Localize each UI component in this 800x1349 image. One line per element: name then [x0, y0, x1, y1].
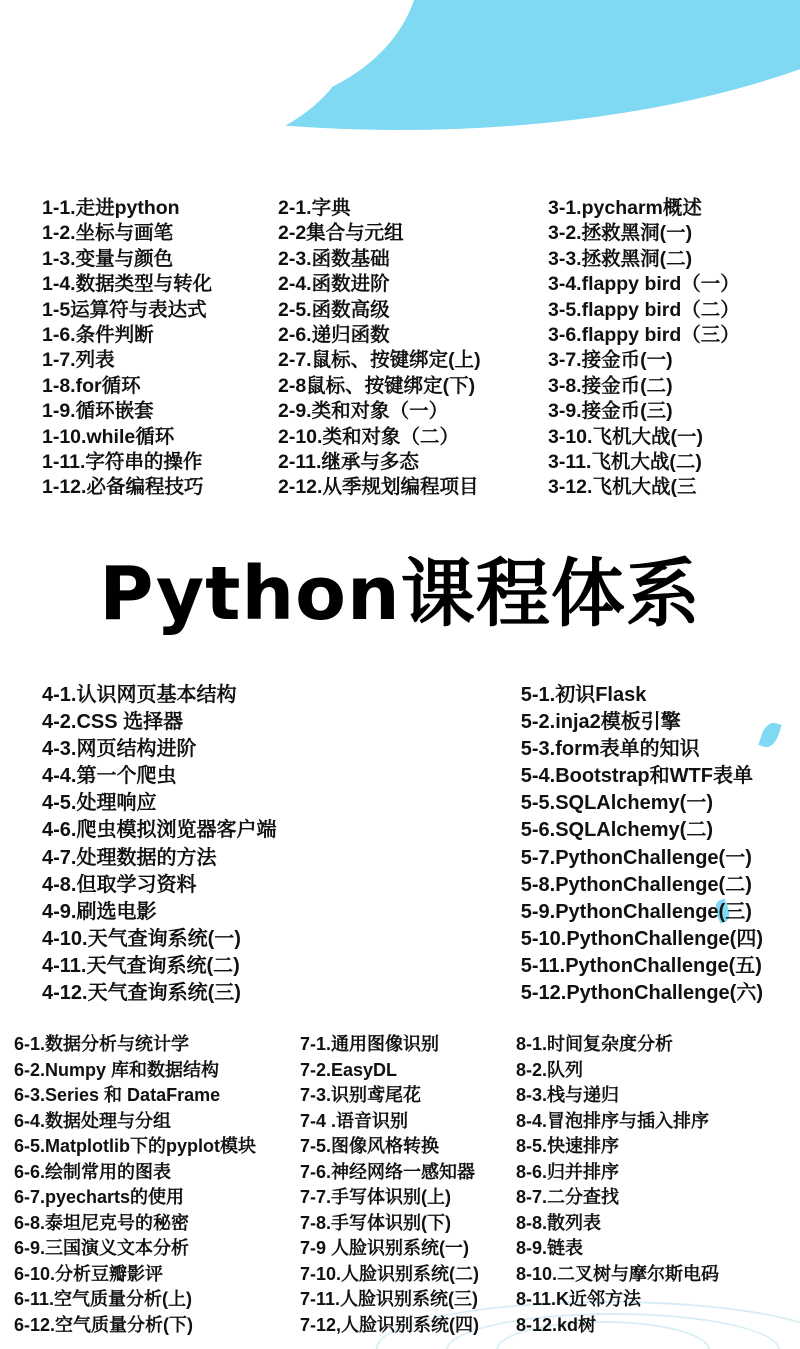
course-item: 1-6.条件判断: [42, 324, 154, 347]
course-item: 5-1.初识Flask: [520, 684, 647, 706]
course-item: 6-11.空气质量分析(上): [14, 1289, 193, 1309]
course-item: 3-3.拯救黑洞(二): [548, 247, 693, 270]
course-item: 3-10.飞机大战(一): [548, 425, 703, 448]
course-item: 2-12.从季规划编程项目: [278, 476, 479, 499]
course-item: 8-7.二分查找: [516, 1187, 620, 1207]
course-item: 5-4.Bootstrap和WTF表单: [520, 765, 753, 788]
course-item: 1-2.坐标与画笔: [42, 222, 174, 245]
course-item: 8-10.二叉树与摩尔斯电码: [516, 1263, 720, 1284]
course-item: 6-10.分析豆瓣影评: [14, 1263, 164, 1284]
course-item: 1-4.数据类型与转化: [42, 273, 213, 296]
course-column-4: [0, 682, 521, 1007]
course-item: 5-6.SQLAlchemy(二): [520, 819, 713, 842]
course-item: 6-12.空气质量分析(下): [14, 1314, 194, 1335]
course-item: 5-3.form表单的知识: [520, 738, 700, 761]
top-section: [0, 196, 800, 501]
course-item: 2-10.类和对象（二）: [278, 425, 459, 448]
course-item: 3-5.flappy bird（二）: [548, 298, 740, 321]
course-item: 6-8.泰坦尼克号的秘密: [14, 1212, 190, 1233]
course-item: 7-10.人脸识别系统(二): [300, 1263, 480, 1284]
course-item: 2-11.继承与多态: [278, 451, 419, 474]
course-item: 1-8.for循环: [42, 374, 141, 397]
course-item: 2-6.递归函数: [278, 324, 390, 347]
course-item: 2-4.函数进阶: [278, 273, 390, 296]
course-item: 3-11.飞机大战(二): [548, 451, 702, 474]
course-item: 7-7.手写体识别(上): [300, 1187, 452, 1207]
course-item: 1-9.循环嵌套: [42, 400, 154, 423]
course-item: 4-2.CSS 选择器: [42, 711, 184, 734]
course-item: 5-7.PythonChallenge(一): [520, 846, 752, 869]
course-item: 5-8.PythonChallenge(二): [520, 873, 752, 896]
course-item: 3-2.拯救黑洞(一): [548, 222, 693, 245]
course-item: 2-7.鼠标、按键绑定(上): [278, 349, 481, 372]
course-item: 7-5.图像风格转换: [300, 1136, 440, 1156]
course-item: 4-11.天气查询系统(二): [42, 954, 240, 977]
course-column-8: [516, 1032, 766, 1338]
course-item: 8-8.散列表: [516, 1212, 602, 1233]
course-item: 6-6.绘制常用的图表: [14, 1161, 172, 1182]
course-item: 4-5.处理响应: [42, 792, 157, 815]
course-item: 8-4.冒泡排序与插入排序: [516, 1110, 710, 1131]
course-item: 7-9 人脸识别系统(一): [300, 1238, 470, 1258]
middle-section: [0, 682, 800, 1007]
course-column-6: [0, 1032, 300, 1338]
course-item: 3-6.flappy bird（三）: [548, 324, 740, 347]
course-column-7: [300, 1032, 516, 1338]
course-item: 1-5运算符与表达式: [42, 298, 207, 321]
course-column-2: [278, 196, 548, 501]
course-item: 7-8.手写体识别(下): [300, 1212, 452, 1233]
course-item: 8-12.kd树: [516, 1314, 597, 1335]
course-item: 1-11.字符串的操作: [42, 451, 203, 474]
course-item: 5-11.PythonChallenge(五): [520, 954, 762, 977]
course-item: 4-12.天气查询系统(三): [42, 982, 241, 1005]
course-item: 5-5.SQLAlchemy(一): [520, 792, 713, 815]
course-item: 6-1.数据分析与统计学: [14, 1034, 190, 1054]
course-item: 7-6.神经网络一感知器: [300, 1161, 476, 1182]
course-column-5: [521, 682, 800, 1007]
course-column-1: [0, 196, 278, 501]
course-item: 2-2集合与元组: [278, 222, 404, 245]
course-item: 6-9.三国演义文本分析: [14, 1238, 190, 1258]
course-item: 8-6.归并排序: [516, 1161, 620, 1182]
course-item: 2-1.字典: [278, 197, 351, 219]
course-item: 6-3.Series 和 DataFrame: [14, 1085, 221, 1105]
course-item: 7-2.EasyDL: [300, 1059, 398, 1080]
course-item: 4-8.但取学习资料: [42, 873, 197, 896]
course-item: 4-3.网页结构进阶: [42, 738, 197, 761]
course-item: 4-7.处理数据的方法: [42, 846, 217, 869]
course-item: 2-5.函数高级: [278, 298, 390, 321]
course-item: 5-12.PythonChallenge(六): [520, 982, 763, 1005]
page-title: Python课程体系: [99, 551, 701, 637]
course-item: 3-4.flappy bird（一）: [548, 273, 740, 296]
course-item: 6-2.Numpy 库和数据结构: [14, 1059, 220, 1080]
course-item: 5-10.PythonChallenge(四): [520, 927, 763, 950]
course-item: 7-3.识别鸢尾花: [300, 1085, 422, 1105]
course-item: 3-9.接金币(三): [548, 400, 673, 423]
course-item: 1-1.走进python: [42, 197, 180, 219]
course-item: 8-2.队列: [516, 1059, 584, 1080]
course-item: 6-4.数据处理与分组: [14, 1110, 172, 1131]
course-item: 8-11.K近邻方法: [516, 1289, 642, 1309]
course-item: 8-1.时间复杂度分析: [516, 1034, 674, 1054]
course-item: 4-6.爬虫模拟浏览器客户端: [42, 819, 277, 842]
course-item: 1-3.变量与颜色: [42, 247, 174, 270]
bottom-section: [0, 1032, 800, 1338]
course-item: 2-9.类和对象（一）: [278, 400, 449, 423]
course-item: 3-8.接金币(二): [548, 374, 673, 397]
course-item: 7-4 .语音识别: [300, 1110, 409, 1131]
course-item: 5-9.PythonChallenge(三): [520, 900, 752, 923]
course-item: 4-4.第一个爬虫: [42, 765, 177, 788]
course-item: 8-3.栈与递归: [516, 1085, 620, 1105]
course-item: 7-1.通用图像识别: [300, 1034, 440, 1054]
course-item: 1-10.while循环: [42, 425, 175, 448]
course-item: 8-5.快速排序: [516, 1136, 620, 1156]
course-item: 4-10.天气查询系统(一): [42, 927, 241, 950]
course-item: 3-1.pycharm概述: [548, 197, 702, 219]
course-item: 4-9.刷选电影: [42, 900, 157, 923]
course-item: 6-7.pyecharts的使用: [14, 1187, 185, 1207]
course-item: 6-5.Matplotlib下的pyplot模块: [14, 1136, 256, 1156]
course-item: 8-9.链表: [516, 1238, 584, 1258]
course-item: 1-12.必备编程技巧: [42, 476, 204, 499]
course-item: 5-2.inja2模板引擎: [520, 711, 681, 734]
course-item: 2-8鼠标、按键绑定(下): [278, 374, 476, 397]
course-item: 3-12.飞机大战(三: [548, 476, 697, 499]
course-item: 1-7.列表: [42, 349, 115, 372]
course-item: 3-7.接金币(一): [548, 349, 673, 372]
course-item: 4-1.认识网页基本结构: [42, 684, 237, 706]
course-item: 7-12,人脸识别系统(四): [300, 1314, 480, 1335]
course-item: 7-11.人脸识别系统(三): [300, 1289, 479, 1309]
course-item: 2-3.函数基础: [278, 247, 390, 270]
course-column-3: [548, 196, 800, 501]
